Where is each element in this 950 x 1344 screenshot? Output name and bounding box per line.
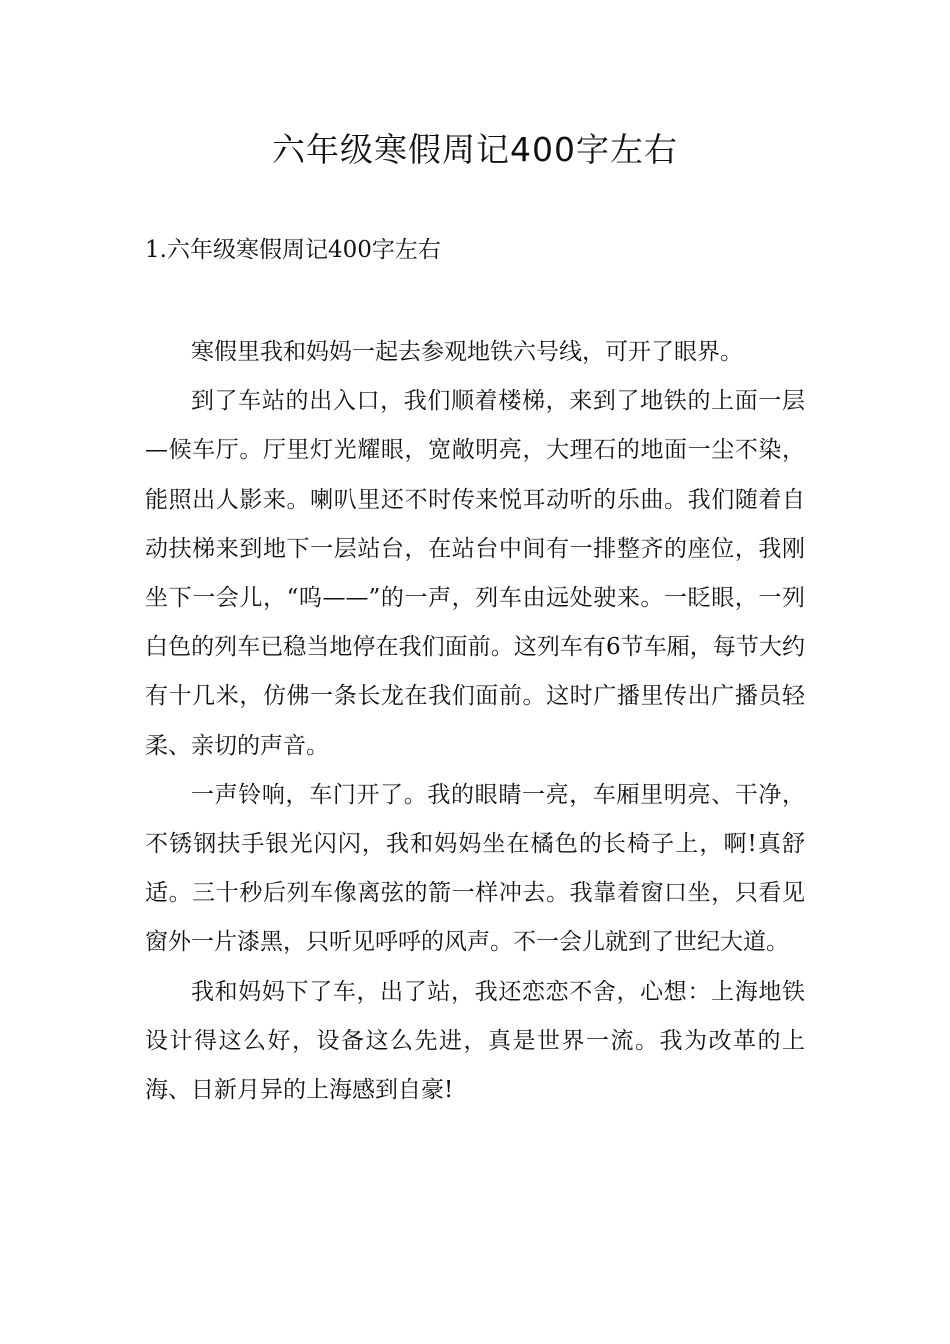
document-title: 六年级寒假周记400字左右 bbox=[272, 130, 678, 169]
paragraph-3: 一声铃响，车门开了。我的眼睛一亮，车厢里明亮、干净，不锈钢扶手银光闪闪，我和妈妈坐在橘色的长椅子上，啊!真舒适。三十秒后列车像离弦的箭一样冲去。我靠着窗口坐，只看见窗外一片漆黑，只听见呼呼的风声。不一会儿就到了世纪大道。 bbox=[145, 781, 805, 956]
section-heading: 1.六年级寒假周记400字左右 bbox=[145, 237, 441, 263]
paragraph-1: 寒假里我和妈妈一起去参观地铁六号线，可开了眼界。 bbox=[191, 339, 743, 365]
paragraph-4: 我和妈妈下了车，出了站，我还恋恋不舍，心想：上海地铁设计得这么好，设备这么先进，真是世界一流。我为改革的上海、日新月异的上海感到自豪! bbox=[145, 978, 805, 1104]
article-body bbox=[145, 328, 805, 1115]
paragraph-2: 到了车站的出入口，我们顺着楼梯，来到了地铁的上面一层—候车厅。厅里灯光耀眼，宽敞明亮，大理石的地面一尘不染，能照出人影来。喇叭里还不时传来悦耳动听的乐曲。我们随着自动扶梯来到地下一层站台，在站台中间有一排整齐的座位，我刚坐下一会儿，“呜——”的一声，列车由远处驶来。一眨眼，一列白色的列车已稳当地停在我们面前。这列车有6节车厢，每节大约有十几米，仿佛一条长龙在我们面前。这时广播里传出广播员轻柔、亲切的声音。 bbox=[145, 388, 805, 759]
